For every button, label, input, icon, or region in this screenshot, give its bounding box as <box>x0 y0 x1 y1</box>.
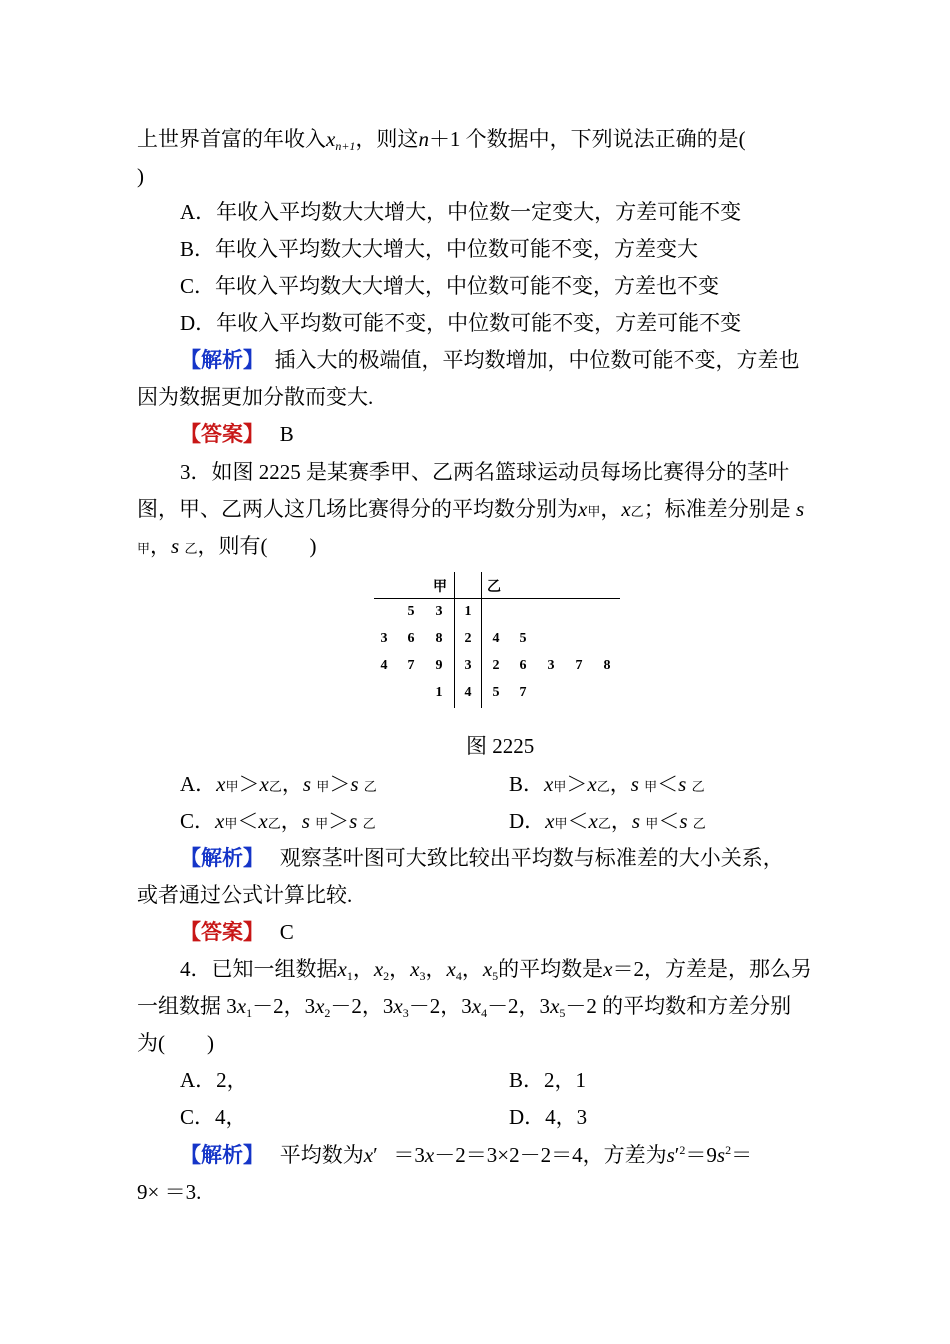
q2-analysis-line-1: 【解析】 插入大的极端值，平均数增加，中位数可能不变，方差也 <box>180 348 800 372</box>
leaf-left: 1 <box>435 685 443 700</box>
stem-value: 2 <box>464 631 472 646</box>
stem-divider-right <box>481 572 482 708</box>
q4-line-2: 一组数据 $3x_1-2$，$3x_2-2$，$3x_3-2$，$3x_4-2$，$3x_5-2$ 的平均数和方差分别 <box>137 994 792 1020</box>
analysis-tag: 【解析】 <box>180 348 264 372</box>
leaf-left: 6 <box>407 631 415 646</box>
q3-analysis-line-1: 【解析】 观察茎叶图可大致比较出平均数与标准差的大小关系， <box>180 846 784 870</box>
q4-option-a: A．2， <box>180 1068 248 1092</box>
q3-option-c: C．x甲＜x乙，s 甲＞s 乙 <box>180 809 376 833</box>
stem-value: 3 <box>464 658 472 673</box>
stem-header-left: 甲 <box>433 580 447 595</box>
q3-option-d: D．x甲＜x乙，s 甲＜s 乙 <box>509 809 706 833</box>
stem-header-right: 乙 <box>487 580 501 595</box>
q2-option-c: C．年收入平均数大大增大，中位数可能不变，方差也不变 <box>180 274 720 298</box>
q4-line-3: 为( ) <box>137 1031 214 1055</box>
leaf-right: 5 <box>519 631 527 646</box>
leaf-left: 8 <box>435 631 443 646</box>
analysis-tag: 【解析】 <box>180 846 264 870</box>
q4-analysis-line-1: 【解析】 平均数为x′ ＝3x－2＝3×2－2＝4，方差为$s'^2=9s^2=$ <box>180 1143 753 1167</box>
leaf-right: 5 <box>492 685 500 700</box>
leaf-right: 2 <box>492 658 500 673</box>
stem-value: 4 <box>464 685 472 700</box>
leaf-right: 7 <box>575 658 583 673</box>
figure-caption: 图 2225 <box>466 734 535 758</box>
stem-divider-left <box>454 572 455 708</box>
q3-option-a: A．x甲＞x乙，s 甲＞s 乙 <box>180 772 377 796</box>
q3-answer: 【答案】 C <box>180 920 294 944</box>
leaf-left: 4 <box>380 658 388 673</box>
q4-option-d: D．4，3 <box>509 1105 588 1129</box>
q3-line-2: 图，甲、乙两人这几场比赛得分的平均数分别为x甲，x乙；标准差分别是 s <box>137 497 805 521</box>
leaf-left: 5 <box>407 604 415 619</box>
q2-option-d: D．年收入平均数可能不变，中位数可能不变，方差可能不变 <box>180 311 742 335</box>
q2-line-1: 上世界首富的年收入$x_{n+1}$，则这n＋1 个数据中，下列说法正确的是( <box>137 127 746 153</box>
leaf-right: 3 <box>547 658 555 673</box>
analysis-tag: 【解析】 <box>180 1143 264 1167</box>
q3-line-3: 甲，s 乙，则有( ) <box>137 534 317 558</box>
leaf-left: 9 <box>435 658 443 673</box>
leaf-right: 6 <box>519 658 527 673</box>
leaf-left: 3 <box>380 631 388 646</box>
q2-option-a: A．年收入平均数大大增大，中位数一定变大，方差可能不变 <box>180 200 742 224</box>
leaf-right: 4 <box>492 631 500 646</box>
q2-line-2: ) <box>137 164 144 188</box>
stem-value: 1 <box>464 604 472 619</box>
q3-line-1: 3．如图 2225 是某赛季甲、乙两名篮球运动员每场比赛得分的茎叶 <box>180 460 789 484</box>
q3-option-b: B．x甲＞x乙，s 甲＜s 乙 <box>509 772 705 796</box>
q4-analysis-line-2: 9× ＝3. <box>137 1180 202 1204</box>
q4-line-1: 4．已知一组数据$x_1$，$x_2$，$x_3$，$x_4$，$x_5$的平均数是x＝2，方差是，那么另 <box>180 957 812 983</box>
leaf-left: 7 <box>407 658 415 673</box>
q3-analysis-line-2: 或者通过公式计算比较. <box>137 883 353 907</box>
answer-tag: 【答案】 <box>180 422 264 446</box>
q4-option-c: C．4， <box>180 1105 247 1129</box>
stem-horizontal-rule <box>374 598 620 599</box>
leaf-left: 3 <box>435 604 443 619</box>
q2-analysis-line-2: 因为数据更加分散而变大. <box>137 385 374 409</box>
q2-option-b: B．年收入平均数大大增大，中位数可能不变，方差变大 <box>180 237 699 261</box>
leaf-right: 7 <box>519 685 527 700</box>
q2-answer: 【答案】 B <box>180 422 294 446</box>
q4-option-b: B．2，1 <box>509 1068 587 1092</box>
answer-tag: 【答案】 <box>180 920 264 944</box>
leaf-right: 8 <box>603 658 611 673</box>
